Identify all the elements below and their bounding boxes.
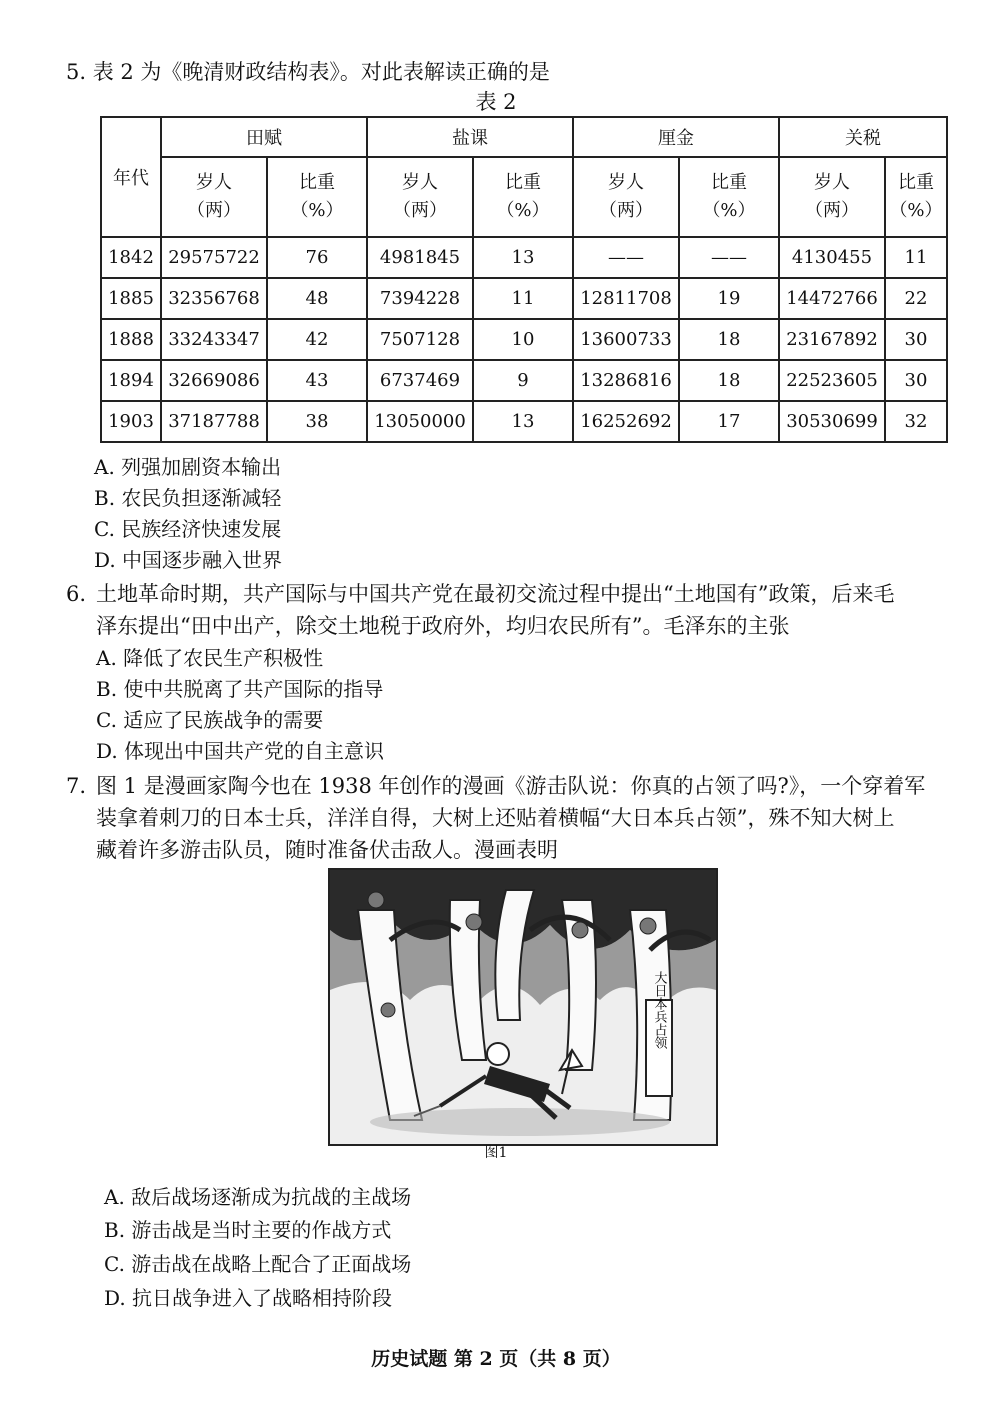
table-title: 表 2 [475, 90, 517, 114]
banner-text: 大日本兵占领 [651, 971, 667, 1049]
group-header-tianfu: 田赋 [161, 117, 367, 157]
income-cell: 7507128 [367, 319, 473, 360]
sub-header-income: 岁人 （两） [779, 157, 885, 237]
income-cell: 30530699 [779, 401, 885, 442]
finance-table [100, 116, 948, 443]
ratio-cell: 13 [473, 237, 573, 278]
page-footer: 历史试题 第 2 页（共 8 页） [371, 1348, 621, 1370]
ratio-cell: 22 [885, 278, 947, 319]
q7-option-a: A. 敌后战场逐渐成为抗战的主战场 [104, 1185, 412, 1209]
guerrilla-figure [381, 1003, 395, 1017]
ratio-cell: 17 [679, 401, 779, 442]
ratio-cell: 11 [885, 237, 947, 278]
guerrilla-figure [368, 892, 384, 908]
q6-option-c: C. 适应了民族战争的需要 [96, 708, 324, 732]
q5-option-d: D. 中国逐步融入世界 [94, 548, 283, 572]
income-cell: 13286816 [573, 360, 679, 401]
table-body [101, 237, 947, 442]
ratio-cell: —— [679, 237, 779, 278]
sub-header-ratio: 比重 （%） [267, 157, 367, 237]
ratio-cell: 32 [885, 401, 947, 442]
sub-header-income: 岁人 （两） [161, 157, 267, 237]
q7-option-d: D. 抗日战争进入了战略相持阶段 [104, 1286, 393, 1310]
ratio-cell: 13 [473, 401, 573, 442]
year-cell: 1842 [101, 237, 161, 278]
sub-header-income: 岁人 （两） [367, 157, 473, 237]
ratio-cell: 30 [885, 319, 947, 360]
year-cell: 1903 [101, 401, 161, 442]
income-cell: 37187788 [161, 401, 267, 442]
q5-option-c: C. 民族经济快速发展 [94, 517, 282, 541]
q6-option-d: D. 体现出中国共产党的自主意识 [96, 739, 385, 763]
year-header: 年代 [101, 117, 161, 237]
sub-header-ratio: 比重 （%） [679, 157, 779, 237]
sub-header-income: 岁人 （两） [573, 157, 679, 237]
ratio-cell: 48 [267, 278, 367, 319]
income-cell: 14472766 [779, 278, 885, 319]
ratio-cell: 10 [473, 319, 573, 360]
q7-stem-line2: 装拿着刺刀的日本士兵，洋洋自得，大树上还贴着横幅“大日本兵占领”，殊不知大树上 [96, 806, 895, 830]
year-cell: 1894 [101, 360, 161, 401]
q5-option-a: A. 列强加剧资本输出 [94, 455, 282, 479]
q7-option-b: B. 游击战是当时主要的作战方式 [104, 1218, 392, 1242]
ratio-cell: 43 [267, 360, 367, 401]
q6-option-b: B. 使中共脱离了共产国际的指导 [96, 677, 384, 701]
income-cell: 23167892 [779, 319, 885, 360]
ratio-cell: 30 [885, 360, 947, 401]
figure-caption: 图1 [484, 1145, 508, 1161]
ratio-cell: 18 [679, 319, 779, 360]
q6-option-a: A. 降低了农民生产积极性 [96, 646, 324, 670]
sub-header-ratio: 比重 （%） [885, 157, 947, 237]
table-row [101, 237, 947, 278]
table-row [101, 278, 947, 319]
ratio-cell: 42 [267, 319, 367, 360]
cartoon-figure [328, 868, 718, 1146]
income-cell: 4981845 [367, 237, 473, 278]
income-cell: 33243347 [161, 319, 267, 360]
group-header-yanke: 盐课 [367, 117, 573, 157]
q6-stem-line1: 土地革命时期，共产国际与中国共产党在最初交流过程中提出“土地国有”政策，后来毛 [96, 582, 895, 606]
cartoon-drawing [330, 870, 716, 1144]
ratio-cell: 11 [473, 278, 573, 319]
sub-header-ratio: 比重 （%） [473, 157, 573, 237]
q7-stem-line1: 图 1 是漫画家陶今也在 1938 年创作的漫画《游击队说：你真的占领了吗?》，一个穿着军 [96, 774, 926, 798]
q6-stem-line2: 泽东提出“田中出产，除交土地税于政府外，均归农民所有”。毛泽东的主张 [96, 614, 790, 638]
income-cell: —— [573, 237, 679, 278]
ratio-cell: 9 [473, 360, 573, 401]
q7-stem [96, 770, 970, 866]
guerrilla-figure [572, 922, 588, 938]
income-cell: 7394228 [367, 278, 473, 319]
q7-number: 7. [66, 774, 87, 798]
group-header-guanshui: 关税 [779, 117, 947, 157]
income-cell: 4130455 [779, 237, 885, 278]
year-cell: 1888 [101, 319, 161, 360]
q6-stem [96, 578, 970, 642]
guerrilla-figure [640, 918, 656, 934]
guerrilla-figure [466, 914, 482, 930]
q7-stem-line3: 藏着许多游击队员，随时准备伏击敌人。漫画表明 [96, 838, 558, 862]
income-cell: 22523605 [779, 360, 885, 401]
income-cell: 12811708 [573, 278, 679, 319]
income-cell: 13600733 [573, 319, 679, 360]
q7-option-c: C. 游击战在战略上配合了正面战场 [104, 1252, 412, 1276]
table-row [101, 319, 947, 360]
ratio-cell: 38 [267, 401, 367, 442]
ratio-cell: 19 [679, 278, 779, 319]
year-cell: 1885 [101, 278, 161, 319]
group-header-lijin: 厘金 [573, 117, 779, 157]
income-cell: 13050000 [367, 401, 473, 442]
income-cell: 6737469 [367, 360, 473, 401]
ground-shadow [370, 1108, 670, 1136]
q6-number: 6. [66, 582, 87, 606]
ratio-cell: 76 [267, 237, 367, 278]
q5-stem: 5. 表 2 为《晚清财政结构表》。对此表解读正确的是 [66, 60, 550, 84]
table-row [101, 401, 947, 442]
income-cell: 29575722 [161, 237, 267, 278]
income-cell: 32669086 [161, 360, 267, 401]
ratio-cell: 18 [679, 360, 779, 401]
income-cell: 32356768 [161, 278, 267, 319]
q5-option-b: B. 农民负担逐渐减轻 [94, 486, 282, 510]
income-cell: 16252692 [573, 401, 679, 442]
table-row [101, 360, 947, 401]
